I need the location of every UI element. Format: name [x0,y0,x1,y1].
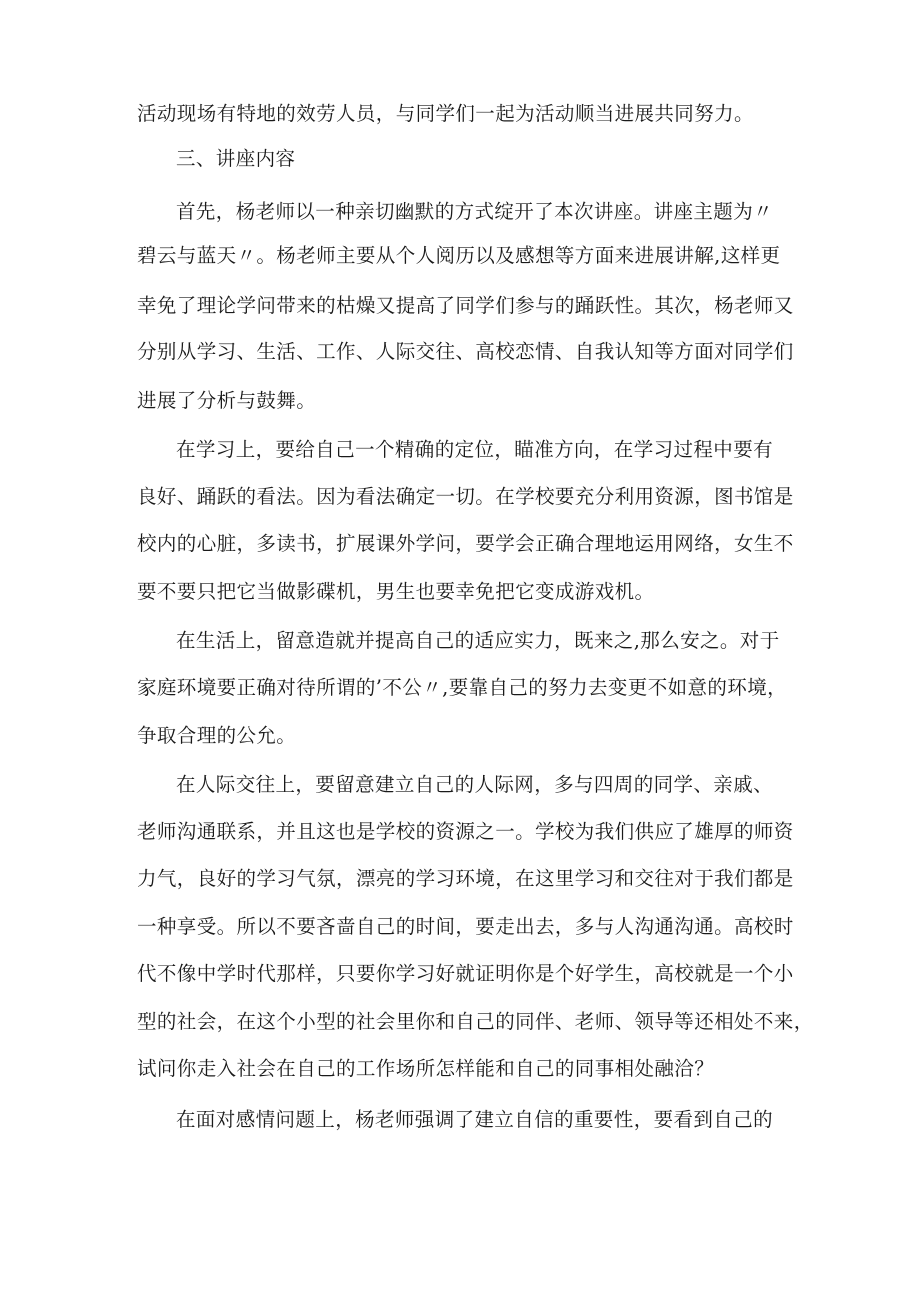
text-line: 在面对感情问题上，杨老师强调了建立自信的重要性，要看到自己的 [176,1108,774,1131]
text-line: 老师沟通联系，并且这也是学校的资源之一。学校为我们供应了雄厚的师资 [137,820,794,843]
text-line: 进展了分析与鼓舞。 [137,389,317,412]
text-line: 争取合理的公允。 [137,724,297,747]
text-line: 在生活上，留意造就并提高自己的适应实力，既来之,那么安之。对于 [176,629,780,652]
text-line: 碧云与蓝天〃。杨老师主要从个人阅历以及感想等方面来进展讲解,这样更 [137,244,781,267]
text-line: 良好、踊跃的看法。因为看法确定一切。在学校要充分利用资源，图书馆是 [137,485,794,508]
text-line: 代不像中学时代那样，只要你学习好就证明你是个好学生，高校就是一个小 [137,962,794,985]
text-line: 家庭环境要正确对待所谓的’不公〃,要靠自己的努力去变更不如意的环境， [137,676,787,699]
text-line: 在人际交往上，要留意建立自己的人际网，多与四周的同学、亲戚、 [176,773,774,796]
text-line: 在学习上，要给自己一个精确的定位，瞄准方向，在学习过程中要有 [176,438,774,461]
text-line: 力气，良好的学习气氛，漂亮的学习环境，在这里学习和交往对于我们都是 [137,867,794,890]
text-line: 一种享受。所以不要吝啬自己的时间，要走出去，多与人沟通沟通。高校时 [137,915,794,938]
section-heading: 三、讲座内容 [176,147,296,170]
text-line: 型的社会，在这个小型的社会里你和自己的同伴、老师、领导等还相处不来， [137,1010,814,1033]
text-line: 要不要只把它当做影碟机，男生也要幸免把它变成游戏机。 [137,580,655,603]
text-line: 活动现场有特地的效劳人员，与同学们一起为活动顺当进展共同努力。 [137,102,754,125]
text-line: 试问你走入社会在自己的工作场所怎样能和自己的同事相处融洽？ [137,1057,715,1080]
text-line: 校内的心脏，多读书，扩展课外学问，要学会正确合理地运用网络，女生不 [137,532,794,555]
text-line: 幸免了理论学问带来的枯燥又提高了同学们参与的踊跃性。其次，杨老师又 [137,294,794,317]
text-line: 分别从学习、生活、工作、人际交往、高校恋情、自我认知等方面对同学们 [137,340,794,363]
text-line: 首先，杨老师以一种亲切幽默的方式绽开了本次讲座。讲座主题为〃 [176,200,774,223]
